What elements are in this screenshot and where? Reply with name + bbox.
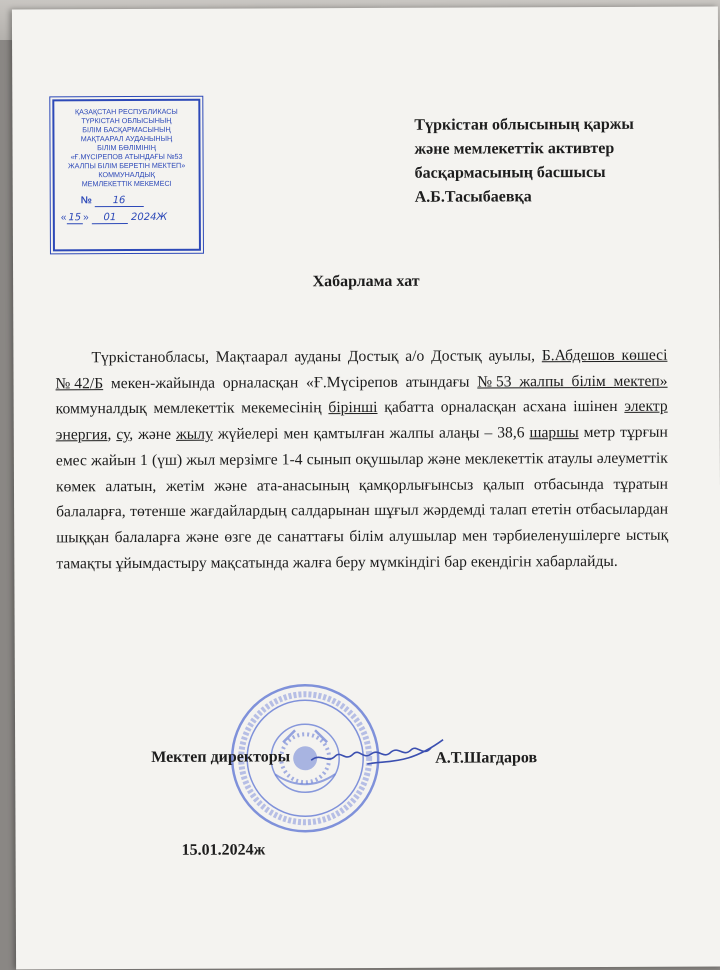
body-segment: Түркістанобласы, Мақтаарал ауданы Достық а/о Достық ауылы, [91,347,542,367]
stamp-line: КОММУНАЛДЫҚ [98,169,155,180]
handwritten-signature-icon [307,730,447,781]
recipient-block [414,112,714,209]
stamp-line: МЕМЛЕКЕТТІК МЕКЕМЕСІ [81,178,172,189]
stamp-line: «Ғ.МҮСІРЕПОВ АТЫНДАҒЫ №53 [70,151,183,162]
body-segment: қабатта орналасқан асхана ішінен [377,398,625,417]
stamp-date: « 15 » 01 2024Ж [60,211,168,224]
body-underlined: электр энергия [55,398,668,444]
stamp-number [59,196,195,206]
stamp-line: ҚАЗАҚСТАН РЕСПУБЛИКАСЫ [74,106,178,117]
recipient-line: Түркістан облысының қаржы [414,115,634,134]
body-underlined: Б.Абдешов көшесі №42/Б [55,346,668,393]
registration-stamp [52,99,201,252]
stamp-date-month: 01 [91,212,128,224]
stamp-line: БІЛІМ БАСҚАРМАСЫНЫҢ [82,124,171,135]
recipient-line: А.Б.Тасыбаевқа [414,188,532,206]
document-page [12,6,720,969]
stamp-number-value: 16 [95,195,144,207]
stamp-line: ЖАЛПЫ БІЛІМ БЕРЕТІН МЕКТЕП» [67,160,186,171]
recipient-line: басқармасының басшысы [414,163,606,182]
stamp-line: ТҮРКІСТАН ОБЛЫСЫНЫҢ [81,115,172,126]
stamp-line: БІЛІМ БӨЛІМІНІҢ [97,142,156,153]
body-underlined: бірінші [328,399,378,417]
body-segment: , және [129,425,177,444]
letter-body [55,343,668,577]
body-segment: метр тұрғын емес жайын 1 (үш) жыл мерзімге 1-4 сынып оқушылар және меклекеттік атаулы әлеуметтік көмек алатын, жетім және ата-анасының қамқорлығынсыз қалып отбасында тұратын балаларға, төтенше жағдайлардың салдарынан шұғыл жәрдемді талап ететін отбасылардан шыққан балаларға және өзге де санаттағы білім алушылар мен тәрбиеленушілерге ыстық тамақты ұйымдастыру мақсатында жалға беру мүмкіндігі бар екендігін хабарлайды. [55,423,669,572]
stamp-date-year: 2024Ж [130,211,168,224]
document-date: 15.01.2024ж [181,841,266,859]
body-segment: коммуналдық мемлекеттік мекемесінің [55,399,329,418]
body-underlined: шаршы [529,424,579,442]
body-underlined: жылу [175,425,213,443]
letter-title: Хабарлама хат [312,272,420,291]
body-underlined: №53 жалпы білім мектеп» [477,372,668,391]
body-segment: мекен-жайында орналасқан «Ғ.Мүсірепов атындағы [103,373,478,392]
stamp-line: МАҚТААРАЛ АУДАНЫНЫҢ [80,133,173,144]
body-segment: , [107,426,117,444]
stamp-number-prefix: № [80,195,92,207]
body-segment: жүйелері мен қамтылған жалпы алаңы – 38,6 [212,424,530,443]
director-label: Мектеп директоры [151,748,291,766]
recipient-line: және мемлекеттік активтер [414,139,615,158]
stamp-date-day: 15 [66,212,83,224]
director-name: А.Т.Шагдаров [435,749,538,767]
body-underlined: су [116,426,130,444]
